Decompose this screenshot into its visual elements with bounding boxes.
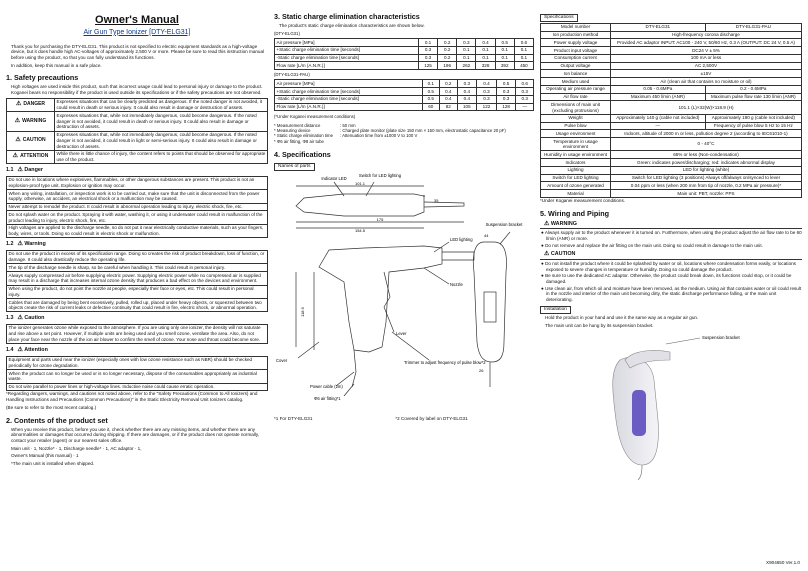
koganei-note: (*Under Koganei measurement conditions) [274, 114, 356, 120]
footnote-2: *2 Covered by label on DTY-ELG31 [395, 416, 468, 422]
intro-paragraph: Thank you for purchasing the DTY-ELG31. This product is not specified to electric equipment standards as a high-voltage device, but it does handle high AC-voltages of approximately 2,500 V or more. Please be sure to read this instruction manual before using the product, so that you can fully understand its functions. [11, 43, 265, 60]
dim-175: 175 [376, 217, 384, 223]
warning-items [6, 250, 268, 313]
dim-35: 35 [434, 198, 439, 204]
danger-subheading: 1.1 ⚠ Danger [6, 167, 43, 174]
elimination-table-2: Air pressure [MPa] 0.1 0.2 0.3 0.4 0.5 0.6 +Static charge elimination time [seconds] 0.5 0.4 0.4 0.3 0.3 0.3 -Static charge elimination time [seconds] 0.5 0.4 0.4 0.3 0.3 0.3 Flow rate [L/m (A.N.R.)] 60 82 105 122 128 — [274, 79, 534, 111]
warning-subheading: 1.2 ⚠ Warning [6, 241, 46, 248]
lever-label: Lever [396, 331, 407, 337]
wiring-warning-item: ● Do not remove and replace the air fitting on the main unit. Doing so could result in damage to the main unit. [541, 242, 763, 248]
level-text: While there is little chance of injury, the content refers to points that should be observed for appropriate use of the product. [55, 150, 268, 163]
attention-item: When the product can no longer be used or is no longer necessary, dispose of the consumables appropriately as industrial waste. [7, 370, 268, 383]
diagram-footnotes [274, 416, 534, 422]
warning-triangle-icon: ⚠ [17, 347, 23, 354]
wiring-caution-heading: ⚠ CAUTION [540, 251, 802, 260]
installation-illustration [580, 330, 780, 480]
warning-triangle-icon: ⚠ [15, 101, 22, 108]
attention-item: Equipment and parts used near the ionizer (especially ones with low ozone resistance such as NBR) should be checked periodically for ozone degradation. [7, 356, 268, 369]
hand-grip-shape [632, 390, 646, 436]
cover-label: Cover [276, 358, 288, 364]
safety-note-2: (Be sure to refer to the most recent catalog.) [6, 404, 97, 410]
air-fitting-label: Φ6 air fitting*1 [314, 396, 341, 402]
warning-triangle-icon: ⚠ [17, 241, 23, 248]
danger-item: Do not use in locations where explosives, flammables, or other dangerous substances are present. This product is not an explosion-proof type unit. Explosion or ignition may occur. [7, 176, 268, 189]
footnote-1: *1 For DTY-ELG31 [274, 416, 313, 422]
level-label: DANGER [23, 101, 46, 108]
dim-101: 101.1 [354, 181, 366, 187]
warning-triangle-icon: ⚠ [14, 117, 21, 124]
danger-item: When any wiring, installation, or inspection work is to be carried out, make sure that the unit is disconnected from the power supply, otherwise, an accident, an electrical shock or a malfunction may be caused. [7, 190, 268, 203]
contents-note: *The main unit is installed when shipped. [11, 461, 95, 467]
page-title: Owner's Manual [95, 14, 179, 26]
level-text: Expresses situations that can be clearly predicted as dangerous. If the noted danger is not avoided, it could result in death or serious injury. It could also result in damage or destruction of assets. [55, 98, 268, 111]
danger-items [6, 176, 268, 239]
section-4-heading: 4. Specifications [274, 150, 331, 160]
installation-tag: Installation [540, 306, 571, 314]
suspension-bracket-label: Suspension bracket [485, 222, 523, 228]
attention-symbol [7, 150, 55, 163]
power-cable-label: Power cable (2m) [310, 384, 343, 390]
section-1-heading: 1. Safety precautions [6, 73, 79, 83]
level-label: ATTENTION [20, 153, 49, 160]
wiring-caution-item: ● Be sure to use the dedicated AC adaptor. Otherwise, the product could break down, its functions could stop, or it could be damaged. [541, 273, 792, 285]
wiring-caution-item: ● Use clean air, from which oil and moisture have been removed, as the medium. Using air that contains water or oil could result in the nozzle and interior of the main unit becoming dirty, the static discharge performance falling, or the main unit deteriorating. [541, 285, 802, 303]
names-of-parts-tag: Names of parts [274, 163, 315, 171]
level-label: CAUTION [22, 136, 46, 143]
section-1-intro: High voltages are used inside this product, such that incorrect usage could lead to personal injury or damage to the product. Koganei bears no responsibility if the product is used outside its specifications or if the safety precautions are not observed. [11, 84, 263, 96]
trimmer-label: Trimmer to adjust frequency of pulse blow*2 [404, 360, 486, 366]
caution-items [6, 324, 268, 344]
safety-level-row [7, 112, 268, 131]
page-subtitle: Air Gun Type Ionizer [DTY-ELG31] [83, 28, 191, 36]
column-left [6, 6, 268, 469]
level-text: Expresses situations that, while not immediately dangerous, could become dangerous. If the noted danger is not avoided, it could result in death or serious injury. It could also result in damage or destruction of assets. [55, 112, 268, 131]
installation-text: Hold the product in your hand and use it the same way as a regular air gun. [545, 314, 699, 320]
dim-44: 44 [484, 233, 489, 239]
dim-154: 154.5 [354, 228, 366, 234]
spec-header-row: Model number DTY-ELG31 DTY-ELG31-PAU [541, 23, 802, 31]
gun-front-view [473, 242, 506, 362]
specifications-table: Model number DTY-ELG31 DTY-ELG31-PAU Ion production method High-frequency corona discharge Power supply voltage Provided AC adaptor INPUT: AC100 - 240 V, 50/60 Hz, 0.3 A (OUTPUT: DC 24 V, 0.5 A) Product input voltage DC24 V ± 5% Consumption current 100 mA or less Output voltage AC 2,500V Ion balance ±15V Medium used Air (clean air that contains no moisture or oil) Operating air pressure range 0.05 - 0.6MPa 0.2 - 0.6MPa Air flow rate Maximum 450 l/min (ANR) Maximum pulse flow rate 130 l/min (ANR) Dimensions of main unit (excluding protrusions) 101.1 (L)×32(W)×118.9 (H) Weight Approximately 140 g (cable not included) Approximately 190 g (cable not included) Pulse blow — Frequency of pulse blow 5 Hz to 15 Hz Usage environment Indoors, altitude of 2000 m or less, pollution degree 2 (according to IEC61010-1) Temperature in usage environment 0 - 40°C Humidity in usage environment 65% or less (Non-condensation) Indicators Green: indicates power/discharging; red: indicates abnormal display Lighting LED for lighting (white) Switch for LED lighting Switch for LED lighting (3 positions) Always off/always on/synced to lever Amount of ozone generated 0.04 ppm or less (when 200 mm from tip of nozzle, 0.2 MPa air pressure)* Material Main unit: PBT, nozzle: PPS [540, 23, 802, 198]
intro-paragraph-2: In addition, keep this manual in a safe place. [11, 62, 102, 68]
switch-label: Switch for LED lighting [358, 173, 402, 179]
table-1-caption: (DTY-ELG31) [274, 30, 300, 36]
danger-item: Never attempt to remodel the product. It could result in abnormal operation leading to injury, electric shock, fire, etc. [7, 203, 268, 211]
safety-note: *Regarding dangers, warnings, and cautions not noted above, refer to the "Safety Precautions (Common to All Ionizers) and Handling Instructions and Precautions (Common Precautions)" in the Static Electricity Removal Unit Ionizers catalog. [6, 391, 258, 403]
contents-list-2: Owner's Manual (this manual) · 1 [11, 453, 79, 459]
warning-item: The tip of the discharge needle is sharp, so be careful when handling it. This could result in personal injury. [7, 264, 268, 272]
column-middle [274, 6, 534, 422]
wiring-warning-item: ● Always supply air to the product whenever it is turned on. Furthermore, when using the product adjust the air flow rate to be 60 l/min (ANR) or more. [541, 230, 802, 241]
safety-level-row [7, 150, 268, 163]
warning-triangle-icon: ⚠ [544, 251, 550, 258]
warning-triangle-icon: ⚠ [544, 220, 550, 227]
wiring-warning-heading: ⚠ WARNING [540, 221, 802, 230]
dim-26: 26 [479, 368, 484, 374]
attention-subheading: 1.4 ⚠ Attention [6, 347, 48, 354]
gun-top-view [296, 194, 424, 216]
indicator-led-label: Indicator LED [321, 176, 347, 182]
dim-118: 118.9 [300, 307, 305, 317]
level-text: Expresses situations that, while not immediately dangerous, could become dangerous. If the noted danger is not avoided, it could result in light or semi-serious injury. It could also result in damage or destruction of assets. [55, 131, 268, 150]
warning-triangle-icon: ⚠ [15, 136, 21, 143]
attention-item: Do not wire parallel to power lines or high-voltage lines. Inductive noise could cause erratic operation. [7, 383, 268, 391]
measurement-conditions: * Measurement distance : 50 mm * Measuring device : Charged plate monitor (plate size 150 mm × 150 mm, electrostatic capacitance 20 pF) * Static charge elimination time : Attenuation time from ±1000 V to 100 V * Φ6 air fitting, Φ8 air tube [274, 122, 506, 144]
wiring-caution-item: ● Do not install the product where it could be splashed by water or oil, locations where condensation forms easily, or locations exposed to severe changes in temperature or humidity. Doing so could damage the product. [541, 260, 796, 272]
section-3-heading: 3. Static charge elimination characteristics [274, 12, 420, 21]
warning-triangle-icon: ⚠ [17, 315, 23, 322]
warning-item: Always supply compressed air before supplying electric power. Supplying electric power while no compressed air is supplied may result in a discharge that increases internal ozone density that produces a bad effect on the devices and environment. [7, 272, 268, 285]
document-code: X904650 Ver.1.0 [766, 560, 800, 566]
specifications-tag: Specifications [540, 14, 578, 22]
column-right [540, 6, 802, 480]
caution-subheading: 1.3 ⚠ Caution [6, 315, 45, 322]
warning-item: When using the product, do not point the nozzle at people, especially their face or eyes, etc. This could result in personal injury. [7, 285, 268, 298]
danger-item: Do not splash water on the product. Spraying it with water, washing it, or using it underwater could result in malfunction of the product leading to injury, electric shock, fire, etc. [7, 211, 268, 224]
section-3-intro: The product's static charge elimination characteristics are shown below. [279, 23, 425, 28]
spec-note: *Under Koganei measurement conditions. [540, 197, 626, 203]
safety-level-row [7, 131, 268, 150]
section-2-text: When you receive this product, before you use it, check whether there are any missing items, and whether there are any abnormalities or damages that occurred during shipping. If there are damages, or if the product does not operate normally, contact your retailer (agent) or our nearest sales office. [11, 426, 260, 444]
level-label: WARNING [22, 117, 47, 124]
safety-levels-table [6, 98, 268, 164]
attention-items [6, 356, 268, 392]
caution-symbol [7, 131, 55, 150]
warning-symbol [7, 112, 55, 131]
warning-item: Do not use the product in excess of its specification range. Doing so creates the risk of product breakdown, loss of function, or damage. It could also drastically reduce the operating life. [7, 250, 268, 263]
led-lighting-label: LED lighting [450, 237, 473, 243]
table-2-caption: (DTY-ELG31-PAU) [274, 72, 310, 78]
elimination-table-1: Air pressure [MPa] 0.1 0.2 0.3 0.4 0.5 0.6 +Static charge elimination time [seconds] 0.3 0.2 0.1 0.1 0.1 0.1 -Static charge elimination time [seconds] 0.3 0.2 0.1 0.1 0.1 0.1 Flow rate [L/m (A.N.R.)] 125 196 262 328 392 450 [274, 38, 534, 70]
gun-side-view [319, 246, 442, 352]
parts-diagram [274, 172, 534, 412]
warning-triangle-icon: ⚠ [17, 167, 23, 174]
suspension-bracket-callout: Suspension bracket [702, 335, 740, 341]
danger-item: High voltages are applied to the discharge needle, so do not put it near electrically conductive materials, such as your fingers, body, wires, or tools. Doing so could result in electric shock or malfunction. [7, 224, 268, 237]
warning-triangle-icon: ⚠ [12, 153, 19, 160]
caution-item: The ionizer generates ozone while exposed to the atmosphere. If you are using only one ionizer, the density will not saturate and rise above a set point. However, if multiple units are being used and you smell ozone, ventilate the area. Also, do not place your face near the nozzle of the ion air blower to confirm the smell of ozone. Your nose and throat could become sore. [7, 324, 268, 343]
safety-level-row [7, 98, 268, 111]
section-5-heading: 5. Wiring and Piping [540, 208, 610, 218]
danger-symbol [7, 98, 55, 111]
warning-item: Cables that are damaged by being bent excessively, pulled, rolled up, placed under heavy objects, or squeezed between two objects create the risk of current leaks or defective continuity that could result in fire, electric shock, or abnormal operation. [7, 299, 268, 312]
section-2-heading: 2. Contents of the product set [6, 415, 108, 425]
nozzle-label: Nozzle [450, 282, 463, 288]
contents-list: Main unit · 1, Nozzle* · 1, Discharge needle* · 1, AC adaptor · 1, [11, 445, 142, 451]
installation-text-2: The main unit can be hung by its suspension bracket. [545, 322, 654, 328]
